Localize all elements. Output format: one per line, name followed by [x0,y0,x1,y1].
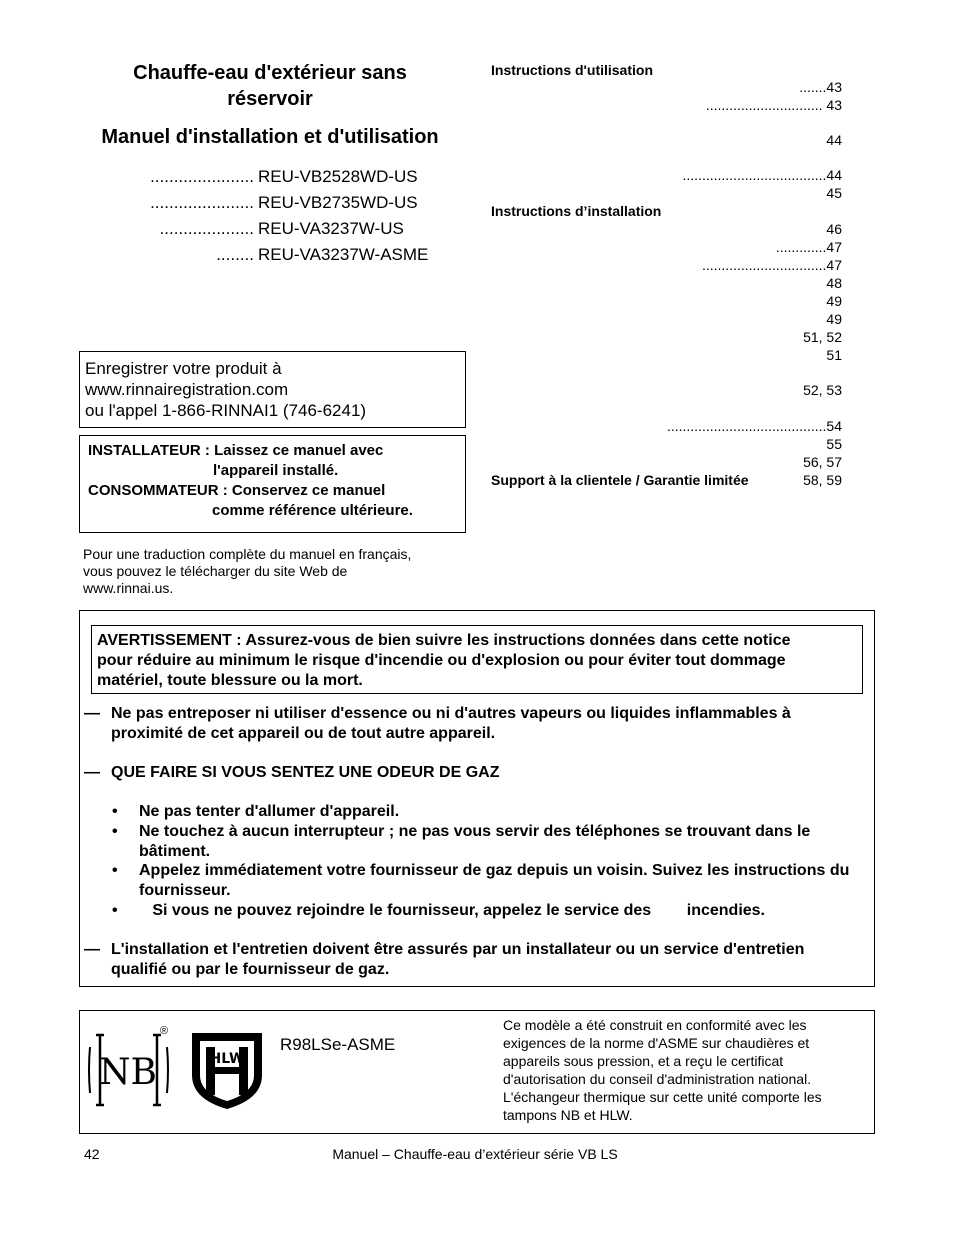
warning-line-1: AVERTISSEMENT : Assurez-vous de bien suivre les instructions données dans cette notice [97,632,791,649]
model-row [80,245,460,271]
translation-line-2: vous pouvez le télécharger du site Web de [83,563,348,579]
cert-text: Ce modèle a été construit en conformité avec les exigences de la norme d'ASME sur chaudières et appareils sous pression, et a reçu le certificat d'autorisation du conseil d'administration national. L'échangeur thermique sur cette unité comporte les tampons NB et HLW. [503,1017,822,1123]
model-row [80,167,460,193]
installer-line-2: l'appareil installé. [213,462,339,479]
toc-row: .........................................54 [666,418,842,434]
toc-row: 51 [826,347,842,363]
warning-bullet-text: Ne touchez à aucun interrupteur ; ne pas vous servir des téléphones se trouvant dans le bâtiment. [139,823,811,860]
consumer-line-2: comme référence ultérieure. [212,502,413,519]
warning-bullet-text: Appelez immédiatement votre fournisseur de gaz depuis un voisin. Suivez les instructions du fournisseur. [139,862,850,899]
model-name: REU-VB2735WD-US [258,193,418,212]
cert-code: R98LSe-ASME [280,1035,396,1054]
warning-line-2: pour réduire au minimum le risque d'incendie ou d'explosion ou pour éviter tout dommage [97,652,786,669]
toc-row: 48 [826,275,842,291]
model-row [80,193,460,219]
register-line-1: Enregistrer votre produit à [85,359,282,378]
title-line-1: Chauffe-eau d'extérieur sans [133,62,407,84]
toc-row: 49 [826,293,842,309]
toc-row: ................................47 [701,257,842,273]
bullet-mark: • [112,803,118,820]
toc-row: .............................. 43 [705,97,842,113]
toc-row: 44 [826,132,842,148]
register-phone: ou l'appel 1-866-RINNAI1 (746-6241) [85,401,367,420]
model-dots: ...................... [150,193,254,212]
toc-section-use: Instructions d'utilisation [491,62,653,78]
manual-subtitle: Manuel d'installation et d'utilisation [101,126,439,148]
consumer-line-1: CONSOMMATEUR : Conservez ce manuel [88,482,386,499]
registered-mark: ® [160,1025,169,1037]
translation-line-1: Pour une traduction complète du manuel en français, [83,546,412,562]
title-line-2: réservoir [227,88,313,110]
register-box [79,351,466,428]
model-name: REU-VA3237W-ASME [258,245,429,264]
warning-item-text: QUE FAIRE SI VOUS SENTEZ UNE ODEUR DE GAZ [111,764,500,781]
bullet-mark: • [112,862,118,879]
warning-item-text: L'installation et l'entretien doivent être assurés par un installateur ou un service d'entretien qualifié ou par le fournisseur de gaz. [111,941,805,978]
toc-row: 51, 52 [803,329,842,345]
toc-row: 58, 59 [803,472,842,488]
warning-bullet-text: Si vous ne pouvez rejoindre le fournisseur, appelez le service des incendies. [139,902,765,919]
dash-mark: — [84,764,100,781]
footer-title: Manuel – Chauffe-eau d’extérieur série VB LS [332,1146,618,1162]
model-dots: .................... [159,219,254,238]
certification-box [79,1010,875,1134]
model-dots: ...................... [150,167,254,186]
model-dots: ........ [216,245,254,264]
warning-header-box [91,625,863,694]
model-name: REU-VB2528WD-US [258,167,418,186]
translation-link: www.rinnai.us. [83,580,174,596]
toc-row: 56, 57 [803,454,842,470]
hlw-logo-text: HLW [209,1051,245,1067]
bullet-mark: • [112,902,118,919]
installer-line-1: INSTALLATEUR : Laissez ce manuel avec [88,442,384,459]
toc-section-support: Support à la clientele / Garantie limitée [491,472,749,488]
translation-note [83,546,473,597]
hlw-stamp-icon [186,1029,268,1111]
nb-stamp-icon [86,1029,171,1111]
toc-row: .......43 [799,79,842,95]
warning-bullet-text: Ne pas tenter d'allumer d'appareil. [139,803,400,820]
page-number: 42 [84,1146,100,1162]
installer-box [79,435,466,533]
nb-logo-text: NB [99,1052,157,1093]
warning-line-3: matériel, toute blessure ou la mort. [97,672,363,689]
register-url: www.rinnairegistration.com [85,380,289,399]
model-name: REU-VA3237W-US [258,219,404,238]
bullet-mark: • [112,823,118,840]
toc-row: 52, 53 [803,382,842,398]
dash-mark: — [84,705,100,722]
toc-row: 45 [826,185,842,201]
toc-row: 49 [826,311,842,327]
toc-row: .............47 [775,239,842,255]
dash-mark: — [84,941,100,958]
toc-section-install: Instructions d’installation [491,203,662,219]
warning-item-text: Ne pas entreposer ni utiliser d'essence ou ni d'autres vapeurs ou liquides inflammables à proximité de cet appareil ou de tout autre appareil. [111,705,791,742]
model-row [80,219,460,245]
toc-row: .....................................44 [682,167,842,183]
toc-row: 46 [826,221,842,237]
toc-row: 55 [826,436,842,452]
